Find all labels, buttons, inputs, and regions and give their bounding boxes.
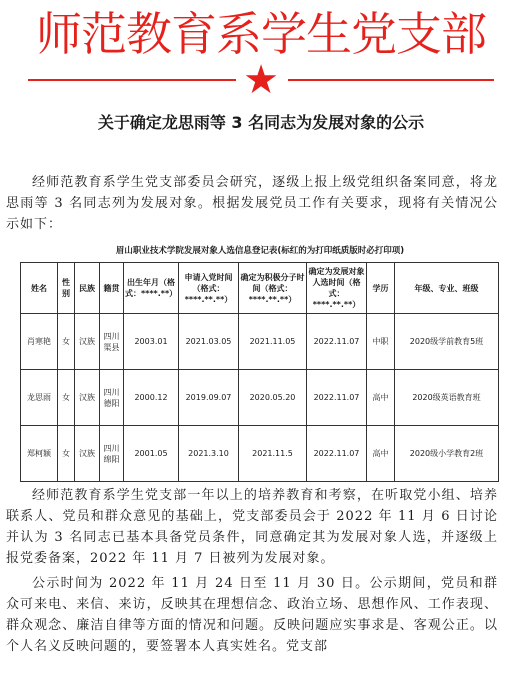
body-paragraph: 经师范教育系学生党支部一年以上的培养教育和考察，在听取党小组、培养联系人、党员和群众意见的基础上，党支部委员会于 2022 年 11 月 6 日讨论并认为 3 名同志已基本具备党员条件，同意确定其为发展对象人选，并逐级上报党委备案，2022 年 11 月 7 日被列为发展对象。 xyxy=(6,488,498,566)
table-row xyxy=(21,314,499,370)
cell-gender: 女 xyxy=(58,314,75,370)
cell-name: 龙思雨 xyxy=(21,370,58,426)
cell-birth: 2000.12 xyxy=(124,370,179,426)
cell-candidate-date: 2022.11.07 xyxy=(307,426,367,482)
cell-class: 2020级小学教育2班 xyxy=(395,426,499,482)
red-divider-right xyxy=(288,79,494,81)
col-header-class: 年级、专业、班级 xyxy=(395,263,499,314)
cell-activist-date: 2020.05.20 xyxy=(239,370,307,426)
table-row xyxy=(21,426,499,482)
document-title: 关于确定龙思雨等 3 名同志为发展对象的公示 xyxy=(97,113,425,132)
cell-education: 高中 xyxy=(367,370,395,426)
cell-activist-date: 2021.11.05 xyxy=(239,314,307,370)
col-header-candidate-date: 确定为发展对象人选时间（格式：****.**.**） xyxy=(307,263,367,314)
red-divider-left xyxy=(28,79,236,81)
cell-origin: 四川渠县 xyxy=(100,314,124,370)
org-title: 师范教育系学生党支部 xyxy=(36,7,486,61)
cell-origin: 四川绵阳 xyxy=(100,426,124,482)
cell-birth: 2001.05 xyxy=(124,426,179,482)
intro-paragraph: 经师范教育系学生党支部委员会研究，逐级上报上级党组织备案同意，将龙思雨等 3 名同志列为发展对象。根据发展党员工作有关要求，现将有关情况公示如下： xyxy=(6,175,498,232)
cell-apply-date: 2021.03.05 xyxy=(179,314,239,370)
col-header-education: 学历 xyxy=(367,263,395,314)
cell-birth: 2003.01 xyxy=(124,314,179,370)
cell-activist-date: 2021.11.5 xyxy=(239,426,307,482)
col-header-name: 姓名 xyxy=(21,263,58,314)
cell-ethnicity: 汉族 xyxy=(75,426,100,482)
col-header-ethnicity: 民族 xyxy=(75,263,100,314)
cell-candidate-date: 2022.11.07 xyxy=(307,314,367,370)
table-title: 眉山职业技术学院发展对象人选信息登记表(标红的为打印纸质版时必打印项) xyxy=(115,246,405,256)
cell-gender: 女 xyxy=(58,370,75,426)
cell-education: 高中 xyxy=(367,426,395,482)
cell-origin: 四川德阳 xyxy=(100,370,124,426)
candidate-table xyxy=(20,262,499,482)
cell-candidate-date: 2022.11.07 xyxy=(307,370,367,426)
red-star-icon: ★ xyxy=(243,57,279,103)
cell-class: 2020级英语教育班 xyxy=(395,370,499,426)
col-header-gender: 性别 xyxy=(58,263,75,314)
table-header-row xyxy=(21,263,499,314)
cell-ethnicity: 汉族 xyxy=(75,314,100,370)
col-header-birth: 出生年月（格式：****.**） xyxy=(124,263,179,314)
cell-apply-date: 2019.09.07 xyxy=(179,370,239,426)
cell-ethnicity: 汉族 xyxy=(75,370,100,426)
col-header-activist-date: 确定为积极分子时间（格式：****.**.**） xyxy=(239,263,307,314)
cell-name: 肖寒艳 xyxy=(21,314,58,370)
cell-education: 中职 xyxy=(367,314,395,370)
cell-name: 郑柯颖 xyxy=(21,426,58,482)
cell-gender: 女 xyxy=(58,426,75,482)
col-header-origin: 籍贯 xyxy=(100,263,124,314)
notice-paragraph: 公示时间为 2022 年 11 月 24 日至 11 月 30 日。公示期间，党员和群众可来电、来信、来访，反映其在理想信念、政治立场、思想作风、工作表现、群众观念、廉洁自律等方面的情况和问题。反映问题应实事求是、客观公正。以个人名义反映问题的，要签署本人真实姓名。党支部 xyxy=(6,576,498,654)
table-row xyxy=(21,370,499,426)
cell-apply-date: 2021.3.10 xyxy=(179,426,239,482)
col-header-apply-date: 申请入党时间（格式：****.**.**） xyxy=(179,263,239,314)
cell-class: 2020级学前教育5班 xyxy=(395,314,499,370)
